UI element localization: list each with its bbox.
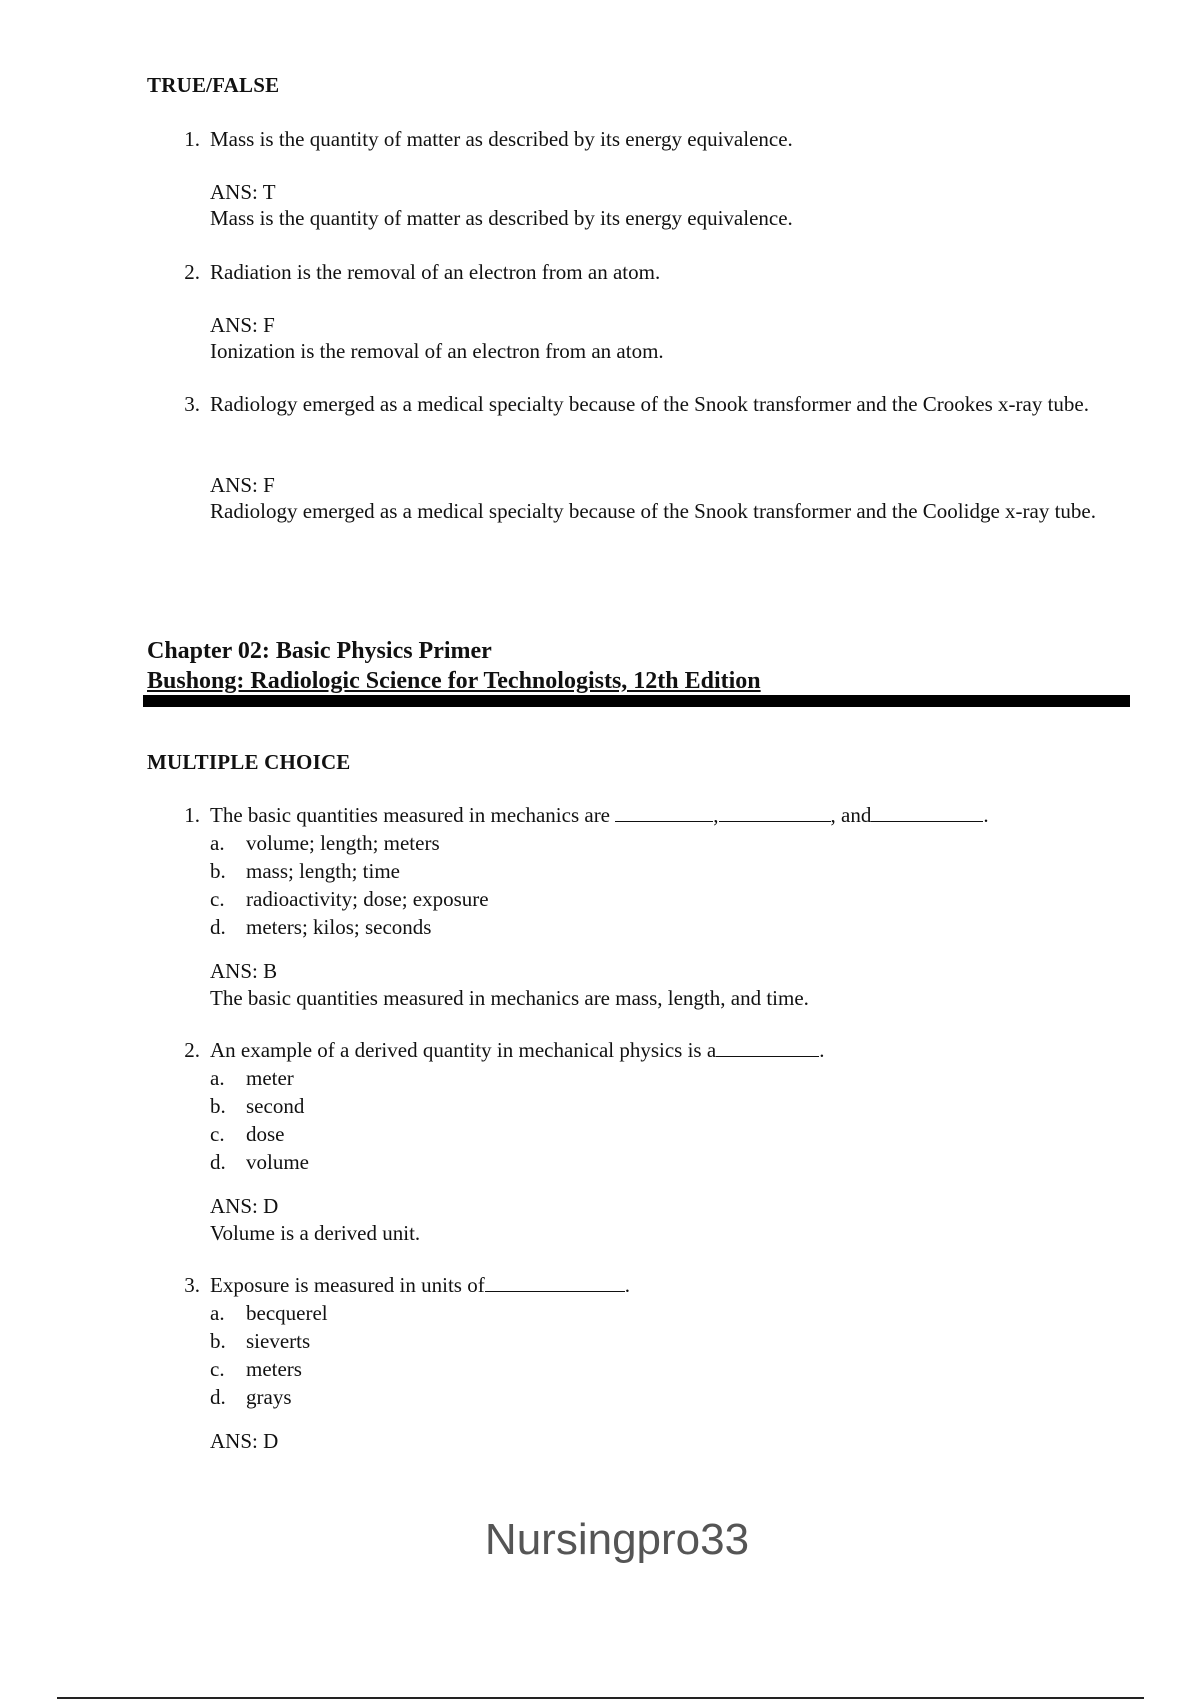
mc-answer-3: ANS: D <box>210 1429 279 1453</box>
tf-answer-2: ANS: F <box>210 313 275 337</box>
answer-blank <box>719 803 831 822</box>
option-a <box>210 1299 328 1327</box>
mc-rationale-2: Volume is a derived unit. <box>210 1221 421 1245</box>
tf-rationale-1: Mass is the quantity of matter as described by its energy equivalence. <box>210 206 793 230</box>
option-letter: b. <box>210 1094 226 1118</box>
watermark-text: Nursingpro33 <box>484 1515 750 1564</box>
option-a <box>210 1064 294 1092</box>
option-letter: b. <box>210 859 226 883</box>
option-b <box>210 1327 310 1355</box>
option-d <box>210 1383 292 1411</box>
tf-answer-1: ANS: T <box>210 180 276 204</box>
answer-blank <box>485 1273 625 1292</box>
answer-blank <box>871 803 983 822</box>
option-d <box>210 1148 309 1176</box>
question-text <box>210 1036 1130 1064</box>
true-false-heading: TRUE/FALSE <box>147 73 280 97</box>
footer-divider <box>57 1697 1144 1699</box>
question-text <box>210 801 1130 829</box>
tf-answer-3: ANS: F <box>210 473 275 497</box>
question-prefix: An example of a derived quantity in mechanical physics is a <box>210 1038 717 1062</box>
question-text <box>210 1271 1130 1299</box>
question-separator: , <box>713 803 719 827</box>
question-number: 3. <box>184 1273 200 1297</box>
multiple-choice-heading: MULTIPLE CHOICE <box>147 750 351 774</box>
question-number: 2. <box>184 1038 200 1062</box>
question-prefix: Exposure is measured in units of <box>210 1273 485 1297</box>
mc-answer-1: ANS: B <box>210 959 278 983</box>
option-letter: c. <box>210 887 225 911</box>
question-text: Radiology emerged as a medical specialty because of the Snook transformer and the Crookes x-ray tube. <box>210 392 1089 416</box>
answer-blank <box>615 803 713 822</box>
question-number: 1. <box>184 803 200 827</box>
question-number: 1. <box>184 127 200 151</box>
chapter-header <box>147 636 1132 696</box>
question-prefix: The basic quantities measured in mechanics are <box>210 803 616 827</box>
question-suffix: . <box>624 1273 630 1297</box>
question-text: Radiation is the removal of an electron from an atom. <box>210 260 661 284</box>
option-letter: d. <box>210 1150 226 1174</box>
option-text: meters <box>246 1357 302 1381</box>
mc-rationale-1: The basic quantities measured in mechanics are mass, length, and time. <box>210 986 809 1010</box>
option-text: dose <box>246 1122 285 1146</box>
option-text: meters; kilos; seconds <box>246 915 432 939</box>
question-number: 2. <box>184 260 200 284</box>
question-number: 3. <box>184 392 200 416</box>
mc-answer-2: ANS: D <box>210 1194 279 1218</box>
option-letter: a. <box>210 1066 225 1090</box>
option-text: second <box>246 1094 305 1118</box>
option-d <box>210 913 431 941</box>
option-text: grays <box>246 1385 292 1409</box>
option-letter: a. <box>210 1301 225 1325</box>
option-letter: d. <box>210 1385 226 1409</box>
option-b <box>210 857 400 885</box>
option-c <box>210 885 489 913</box>
option-letter: c. <box>210 1357 225 1381</box>
option-letter: c. <box>210 1122 225 1146</box>
option-letter: a. <box>210 831 225 855</box>
option-text: volume; length; meters <box>246 831 440 855</box>
option-c <box>210 1120 285 1148</box>
chapter-title: Chapter 02: Basic Physics Primer <box>147 638 492 664</box>
question-separator: , and <box>830 803 872 827</box>
tf-rationale-2: Ionization is the removal of an electron from an atom. <box>210 339 664 363</box>
question-suffix: . <box>819 1038 825 1062</box>
option-text: sieverts <box>246 1329 311 1353</box>
option-text: mass; length; time <box>246 859 400 883</box>
option-text: radioactivity; dose; exposure <box>246 887 489 911</box>
option-letter: d. <box>210 915 226 939</box>
option-text: becquerel <box>246 1301 328 1325</box>
tf-rationale-3: Radiology emerged as a medical specialty because of the Snook transformer and the Coolidge x-ray tube. <box>210 499 1096 523</box>
question-suffix: . <box>983 803 989 827</box>
chapter-divider <box>143 695 1130 707</box>
option-b <box>210 1092 304 1120</box>
option-letter: b. <box>210 1329 226 1353</box>
option-text: meter <box>246 1066 294 1090</box>
option-a <box>210 829 440 857</box>
book-title: Bushong: Radiologic Science for Technologists, 12th Edition <box>147 668 761 694</box>
option-text: volume <box>246 1150 309 1174</box>
answer-blank <box>716 1038 819 1057</box>
option-c <box>210 1355 302 1383</box>
question-text: Mass is the quantity of matter as described by its energy equivalence. <box>210 127 793 151</box>
